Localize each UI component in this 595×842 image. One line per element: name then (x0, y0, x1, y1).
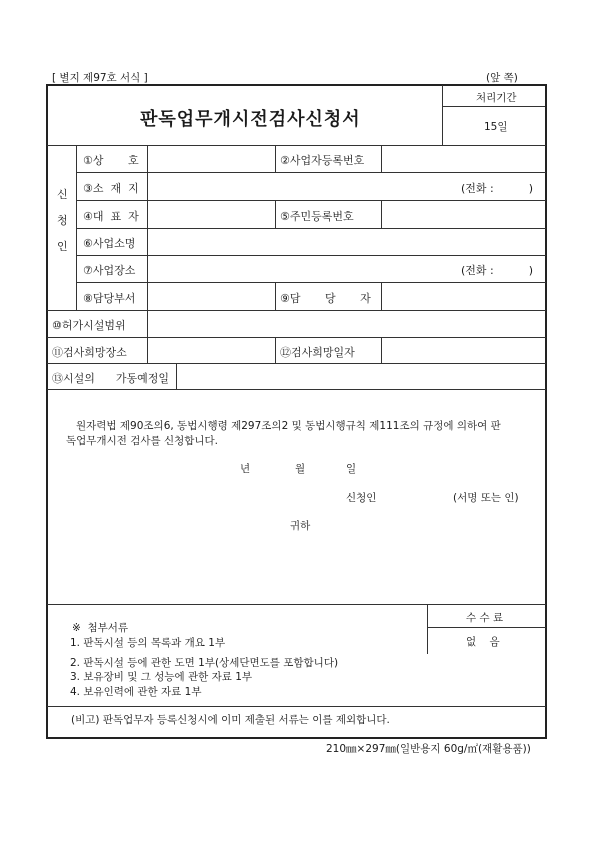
divider (381, 337, 382, 363)
divider (381, 200, 382, 228)
address-field[interactable] (150, 175, 450, 197)
business-reg-no-field[interactable] (384, 148, 544, 170)
fee-label: 수 수 료 (466, 612, 504, 624)
attachments-heading: ※ 첨부서류 (72, 622, 129, 634)
date-month-label: 월 (295, 463, 306, 475)
business-location-field[interactable] (150, 258, 450, 279)
divider (275, 282, 276, 310)
date-year-label: 년 (240, 463, 251, 475)
divider (275, 145, 276, 173)
applicant-group-label: 신 청 인 (57, 188, 68, 253)
divider (147, 145, 148, 364)
representative-field[interactable] (150, 203, 272, 225)
divider (381, 282, 382, 310)
divider (275, 337, 276, 363)
location-phone-label: (전화 : ) (461, 264, 534, 277)
business-name-field[interactable] (150, 231, 544, 252)
attachment-item: 2. 판독시설 등에 관한 도면 1부(상세단면도를 포함합니다) (70, 657, 339, 669)
attachment-item: 1. 판독시설 등의 목록과 개요 1부 (70, 637, 226, 649)
addressee-label: 귀하 (290, 520, 311, 532)
trade-name-field[interactable] (150, 148, 272, 170)
attachment-item: 3. 보유장비 및 그 성능에 관한 자료 1부 (70, 671, 253, 683)
divider (275, 200, 276, 228)
permit-scope-field[interactable] (150, 313, 544, 334)
inspection-place-field[interactable] (150, 340, 272, 360)
divider (442, 106, 545, 107)
signature-label: (서명 또는 인) (453, 492, 519, 504)
divider (176, 363, 177, 389)
page-side-label: (앞 쪽) (486, 72, 518, 84)
form-title: 판독업무개시전검사신청서 (140, 109, 361, 130)
divider (47, 145, 546, 146)
resident-reg-no-field[interactable] (384, 203, 544, 225)
divider (47, 389, 546, 390)
inspection-date-label: ⑫검사희망일자 (280, 346, 355, 359)
divider (427, 604, 428, 654)
divider (427, 627, 546, 628)
operation-date-label: ⑬시설의 가동예정일 (52, 372, 169, 385)
permit-scope-label: ⑩허가시설범위 (52, 319, 126, 332)
divider (381, 145, 382, 173)
remark-text: (비고) 판독업무자 등록신청시에 이미 제출된 서류는 이를 제외합니다. (71, 714, 390, 726)
business-name-label: ⑥사업소명 (83, 237, 136, 250)
divider (47, 363, 546, 364)
address-label: ③소 재 지 (83, 182, 139, 195)
date-day-label: 일 (346, 463, 357, 475)
business-reg-no-label: ②사업자등록번호 (280, 154, 365, 167)
paper-size-footer: 210㎜×297㎜(일반용지 60g/㎡(재활용품)) (326, 743, 531, 755)
address-phone-label: (전화 : ) (461, 182, 534, 195)
divider (47, 706, 546, 707)
divider (47, 604, 546, 605)
resident-reg-no-label: ⑤주민등록번호 (280, 210, 354, 223)
department-label: ⑧담당부서 (83, 292, 136, 305)
processing-period-value: 15일 (484, 121, 508, 133)
divider (76, 145, 77, 310)
inspection-date-field[interactable] (384, 340, 544, 360)
operation-date-field[interactable] (179, 366, 544, 386)
person-in-charge-field[interactable] (384, 285, 544, 307)
statement-line-2: 독업무개시전 검사를 신청합니다. (66, 435, 219, 447)
statement-line-1: 원자력법 제90조의6, 동법시행령 제297조의2 및 동법시행규칙 제111조의 규정에 의하여 판 (76, 420, 501, 432)
inspection-place-label: ⑪검사희망장소 (52, 346, 127, 359)
trade-name-label: ①상 호 (83, 154, 139, 167)
representative-label: ④대 표 자 (83, 210, 139, 223)
applicant-sign-label: 신청인 (346, 492, 377, 504)
person-in-charge-label: ⑨담 당 자 (280, 292, 371, 305)
divider (47, 310, 546, 311)
department-field[interactable] (150, 285, 272, 307)
form-number: [ 별지 제97호 서식 ] (52, 72, 148, 84)
divider (442, 85, 443, 145)
attachment-item: 4. 보유인력에 관한 자료 1부 (70, 686, 202, 698)
divider (47, 337, 546, 338)
fee-value: 없 음 (466, 636, 500, 648)
business-location-label: ⑦사업장소 (83, 264, 136, 277)
processing-period-label: 처리기간 (476, 92, 517, 104)
